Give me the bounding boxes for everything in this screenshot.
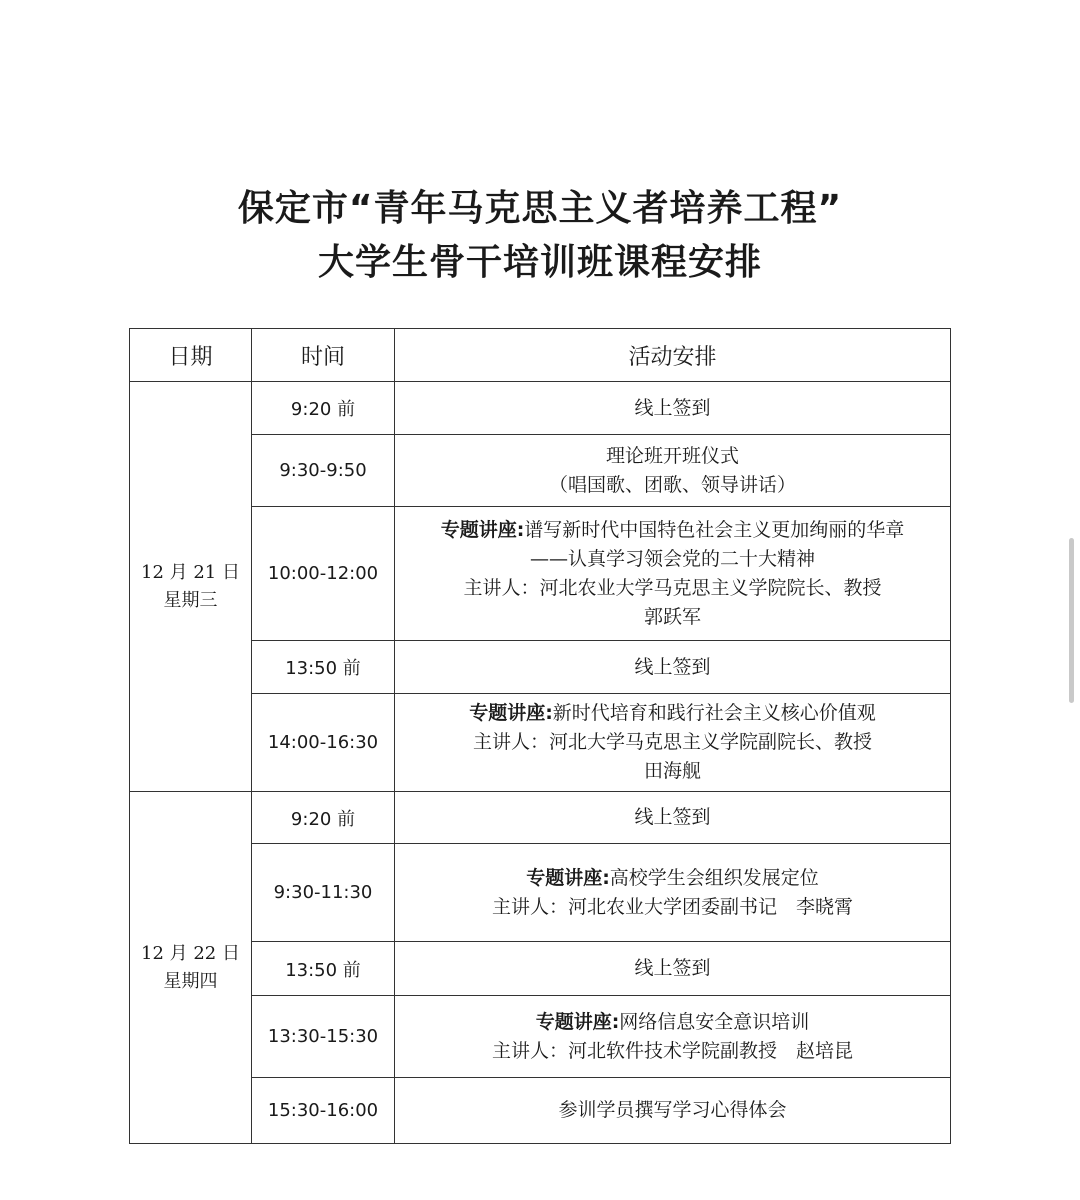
time-cell: 15:30-16:00 [252,1078,395,1144]
time-cell: 13:50 前 [252,942,395,996]
scrollbar-thumb[interactable] [1069,538,1074,703]
time-cell: 13:30-15:30 [252,996,395,1078]
lecture-label: 专题讲座: [535,1010,620,1033]
activity-line: 主讲人：河北大学马克思主义学院副院长、教授 [472,731,872,753]
lecture-topic: 新时代培育和践行社会主义核心价值观 [552,702,876,724]
header-activity: 活动安排 [395,329,951,382]
activity-line: 参训学员撰写学习心得体会 [558,1099,787,1121]
header-date: 日期 [130,329,252,382]
activity-cell [395,694,951,792]
activity-line [395,699,950,728]
activity-line: 线上签到 [634,957,711,979]
activity-cell [395,641,951,694]
time-cell: 9:30-9:50 [252,435,395,507]
activity-cell [395,435,951,507]
time-cell: 10:00-12:00 [252,507,395,641]
page-title-line1: 保定市“青年马克思主义者培养工程” [237,188,843,229]
table-row [130,641,951,694]
header-time: 时间 [252,329,395,382]
time-cell: 9:30-11:30 [252,844,395,942]
activity-cell [395,382,951,435]
table-row [130,382,951,435]
activity-cell [395,1078,951,1144]
table-row [130,507,951,641]
activity-line [395,864,950,893]
time-cell: 14:00-16:30 [252,694,395,792]
table-row [130,1078,951,1144]
activity-cell [395,792,951,844]
date-cell-day2 [130,792,252,1144]
time-cell: 13:50 前 [252,641,395,694]
lecture-label: 专题讲座: [440,518,525,541]
table-row [130,694,951,792]
table-row [130,942,951,996]
table-row [130,435,951,507]
table-row [130,844,951,942]
activity-line: 线上签到 [634,396,711,419]
activity-line: 主讲人：河北农业大学马克思主义学院院长、教授 [463,576,882,599]
weekday-text: 星期三 [163,589,218,611]
activity-line [395,1008,950,1037]
table-row [130,996,951,1078]
activity-line: ——认真学习领会党的二十大精神 [529,547,815,570]
activity-line: 郭跃军 [643,605,701,628]
date-text: 12 月 21 日 [141,561,240,583]
lecture-topic: 谱写新时代中国特色社会主义更加绚丽的华章 [524,518,905,541]
lecture-label: 专题讲座: [469,702,553,724]
activity-cell [395,844,951,942]
header-row [130,329,951,382]
activity-line: 线上签到 [634,655,711,678]
time-cell: 9:20 前 [252,792,395,844]
activity-line: 主讲人：河北软件技术学院副教授 赵培昆 [491,1039,853,1062]
activity-cell [395,996,951,1078]
lecture-label: 专题讲座: [526,866,610,889]
activity-cell [395,942,951,996]
weekday-text: 星期四 [163,970,218,992]
schedule-table [129,328,951,1144]
activity-line: （唱国歌、团歌、领导讲话） [548,473,796,496]
date-cell-day1 [130,382,252,792]
activity-line: 田海舰 [643,760,701,782]
lecture-topic: 高校学生会组织发展定位 [609,866,819,889]
activity-line [395,516,950,545]
activity-line: 理论班开班仪式 [605,444,739,467]
time-cell: 9:20 前 [252,382,395,435]
activity-line: 线上签到 [634,806,711,828]
page-title-line2: 大学生骨干培训班课程安排 [317,242,762,283]
lecture-topic: 网络信息安全意识培训 [619,1010,810,1033]
date-text: 12 月 22 日 [141,942,240,964]
table-row [130,792,951,844]
activity-line: 主讲人：河北农业大学团委副书记 李晓霄 [491,895,853,918]
activity-cell [395,507,951,641]
